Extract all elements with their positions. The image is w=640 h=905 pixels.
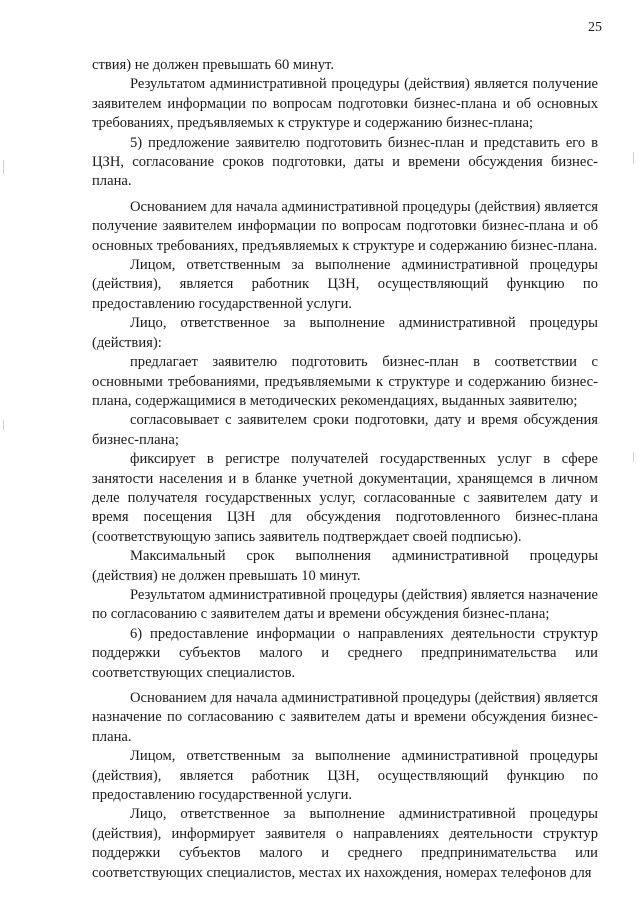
paragraph: 5) предложение заявителю подготовить бизнес-план и представить его в ЦЗН, согласование сроков подготовки, даты и времени обсуждения бизнес-плана. [92, 134, 598, 190]
paragraph: ствия) не должен превышать 60 минут. [92, 57, 334, 73]
paragraph: согласовывает с заявителем сроки подготовки, дату и время обсуждения бизнес-плана; [92, 412, 598, 448]
scan-artifact-left [3, 420, 4, 430]
paragraph: Основанием для начала административной процедуры (действия) является назначение по согласованию с заявителем даты и времени обсуждения бизнес-плана. [92, 690, 598, 745]
paragraph: Лицом, ответственным за выполнение административной процедуры (действия), является работник ЦЗН, осуществляющий функцию по предоставлению государственной услуги. [92, 257, 598, 312]
paragraph: 6) предоставление информации о направлениях деятельности структур поддержки субъектов малого и среднего предпринимательства или соответствующих специалистов. [92, 625, 598, 681]
paragraph: предлагает заявителю подготовить бизнес-план в соответствии с основными требованиями, предъявляемыми к структуре и содержанию бизнес-плана, содержащимися в методических рекомендациях, выданных заявителю; [92, 354, 598, 409]
paragraph: Результатом административной процедуры (действия) является назначение по согласованию с заявителем даты и времени обсуждения бизнес-плана; [92, 586, 598, 623]
paragraph: Основанием для начала административной процедуры (действия) является получение заявителем информации по вопросам подготовки бизнес-плана и об основных требованиях, предъявляемых к структуре и содержанию бизнес-плана. [92, 198, 598, 254]
paragraph: Лицо, ответственное за выполнение административной процедуры (действия): [92, 315, 598, 351]
scan-artifact-left [3, 160, 4, 174]
scan-artifact-right [633, 452, 634, 462]
paragraph: Лицом, ответственным за выполнение административной процедуры (действия), является работник ЦЗН, осуществляющий функцию по предоставлению государственной услуги. [92, 748, 598, 804]
paragraph: фиксирует в регистре получателей государственных услуг в сфере занятости населения и в бланке учетной документации, хранящемся в личном деле получателя государственных услуг, согласованные с заявителем дату и время посещения ЦЗН для обсуждения подготовленного бизнес-плана (соответствующую запись заявитель подтверждает своей подписью). [92, 451, 598, 545]
paragraph: Результатом административной процедуры (действия) является получение заявителем информации по вопросам подготовки бизнес-плана и об основных требованиях, предъявляемых к структуре и содержанию бизнес-плана; [92, 76, 598, 132]
scan-artifact-right [633, 152, 634, 164]
paragraph: Лицо, ответственное за выполнение административной процедуры (действия), информирует заявителя о направлениях деятельности структур поддержки субъектов малого и среднего предпринимательства или соответствующих специалистов, местах их нахождения, номерах телефонов для [92, 806, 598, 881]
page-number: 25 [588, 20, 602, 35]
paragraph: Максимальный срок выполнения административной процедуры (действия) не должен превышать 10 минут. [92, 548, 598, 584]
document-body [92, 56, 598, 883]
